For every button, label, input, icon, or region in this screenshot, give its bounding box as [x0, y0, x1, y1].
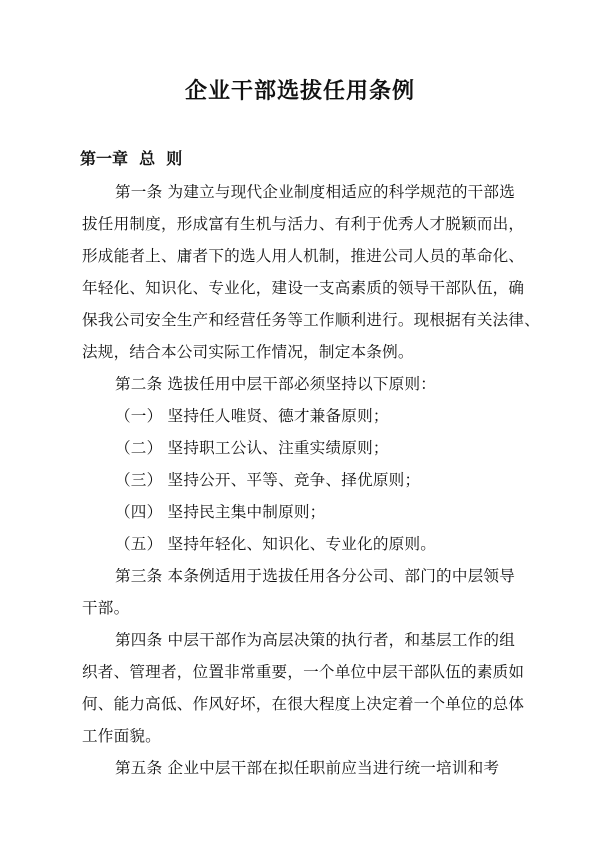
article-1-line-6: 法规，结合本公司实际工作情况，制定本条例。	[82, 343, 414, 361]
principle-item-3: （三） 坚持公开、平等、竞争、择优原则；	[115, 471, 421, 489]
article-1-line-5: 保我公司安全生产和经营任务等工作顺利进行。现根据有关法律、	[82, 311, 541, 329]
article-4-line-2: 织者、管理者，位置非常重要，一个单位中层干部队伍的素质如	[82, 663, 525, 681]
principle-item-4: （四） 坚持民主集中制原则；	[115, 503, 326, 521]
principle-item-5: （五） 坚持年轻化、知识化、专业化的原则。	[115, 535, 437, 553]
article-3-line-2: 干部。	[82, 599, 130, 617]
article-1-line-3: 形成能者上、庸者下的选人用人机制，推进公司人员的革命化、	[82, 247, 525, 265]
article-4-line-1: 第四条 中层干部作为高层决策的执行者，和基层工作的组	[115, 631, 516, 649]
article-5-line-1: 第五条 企业中层干部在拟任职前应当进行统一培训和考	[115, 759, 500, 777]
article-1-line-4: 年轻化、知识化、专业化，建设一支高素质的领导干部队伍，确	[82, 279, 525, 297]
article-4-line-4: 工作面貌。	[82, 727, 161, 745]
article-1-line-1: 第一条 为建立与现代企业制度相适应的科学规范的干部选	[115, 183, 516, 201]
principle-item-1: （一） 坚持任人唯贤、德才兼备原则；	[115, 407, 389, 425]
article-4-line-3: 何、能力高低、作风好坏，在很大程度上决定着一个单位的总体	[82, 695, 525, 713]
document-title: 企业干部选拔任用条例	[184, 79, 415, 104]
chapter-heading: 第一章 总 则	[80, 149, 183, 168]
article-3-line-1: 第三条 本条例适用于选拔任用各分公司、部门的中层领导	[115, 567, 516, 585]
article-2-line-1: 第二条 选拔任用中层干部必须坚持以下原则：	[115, 375, 437, 393]
article-1-line-2: 拔任用制度，形成富有生机与活力、有利于优秀人才脱颖而出，	[82, 215, 525, 233]
principle-item-2: （二） 坚持职工公认、注重实绩原则；	[115, 439, 389, 457]
